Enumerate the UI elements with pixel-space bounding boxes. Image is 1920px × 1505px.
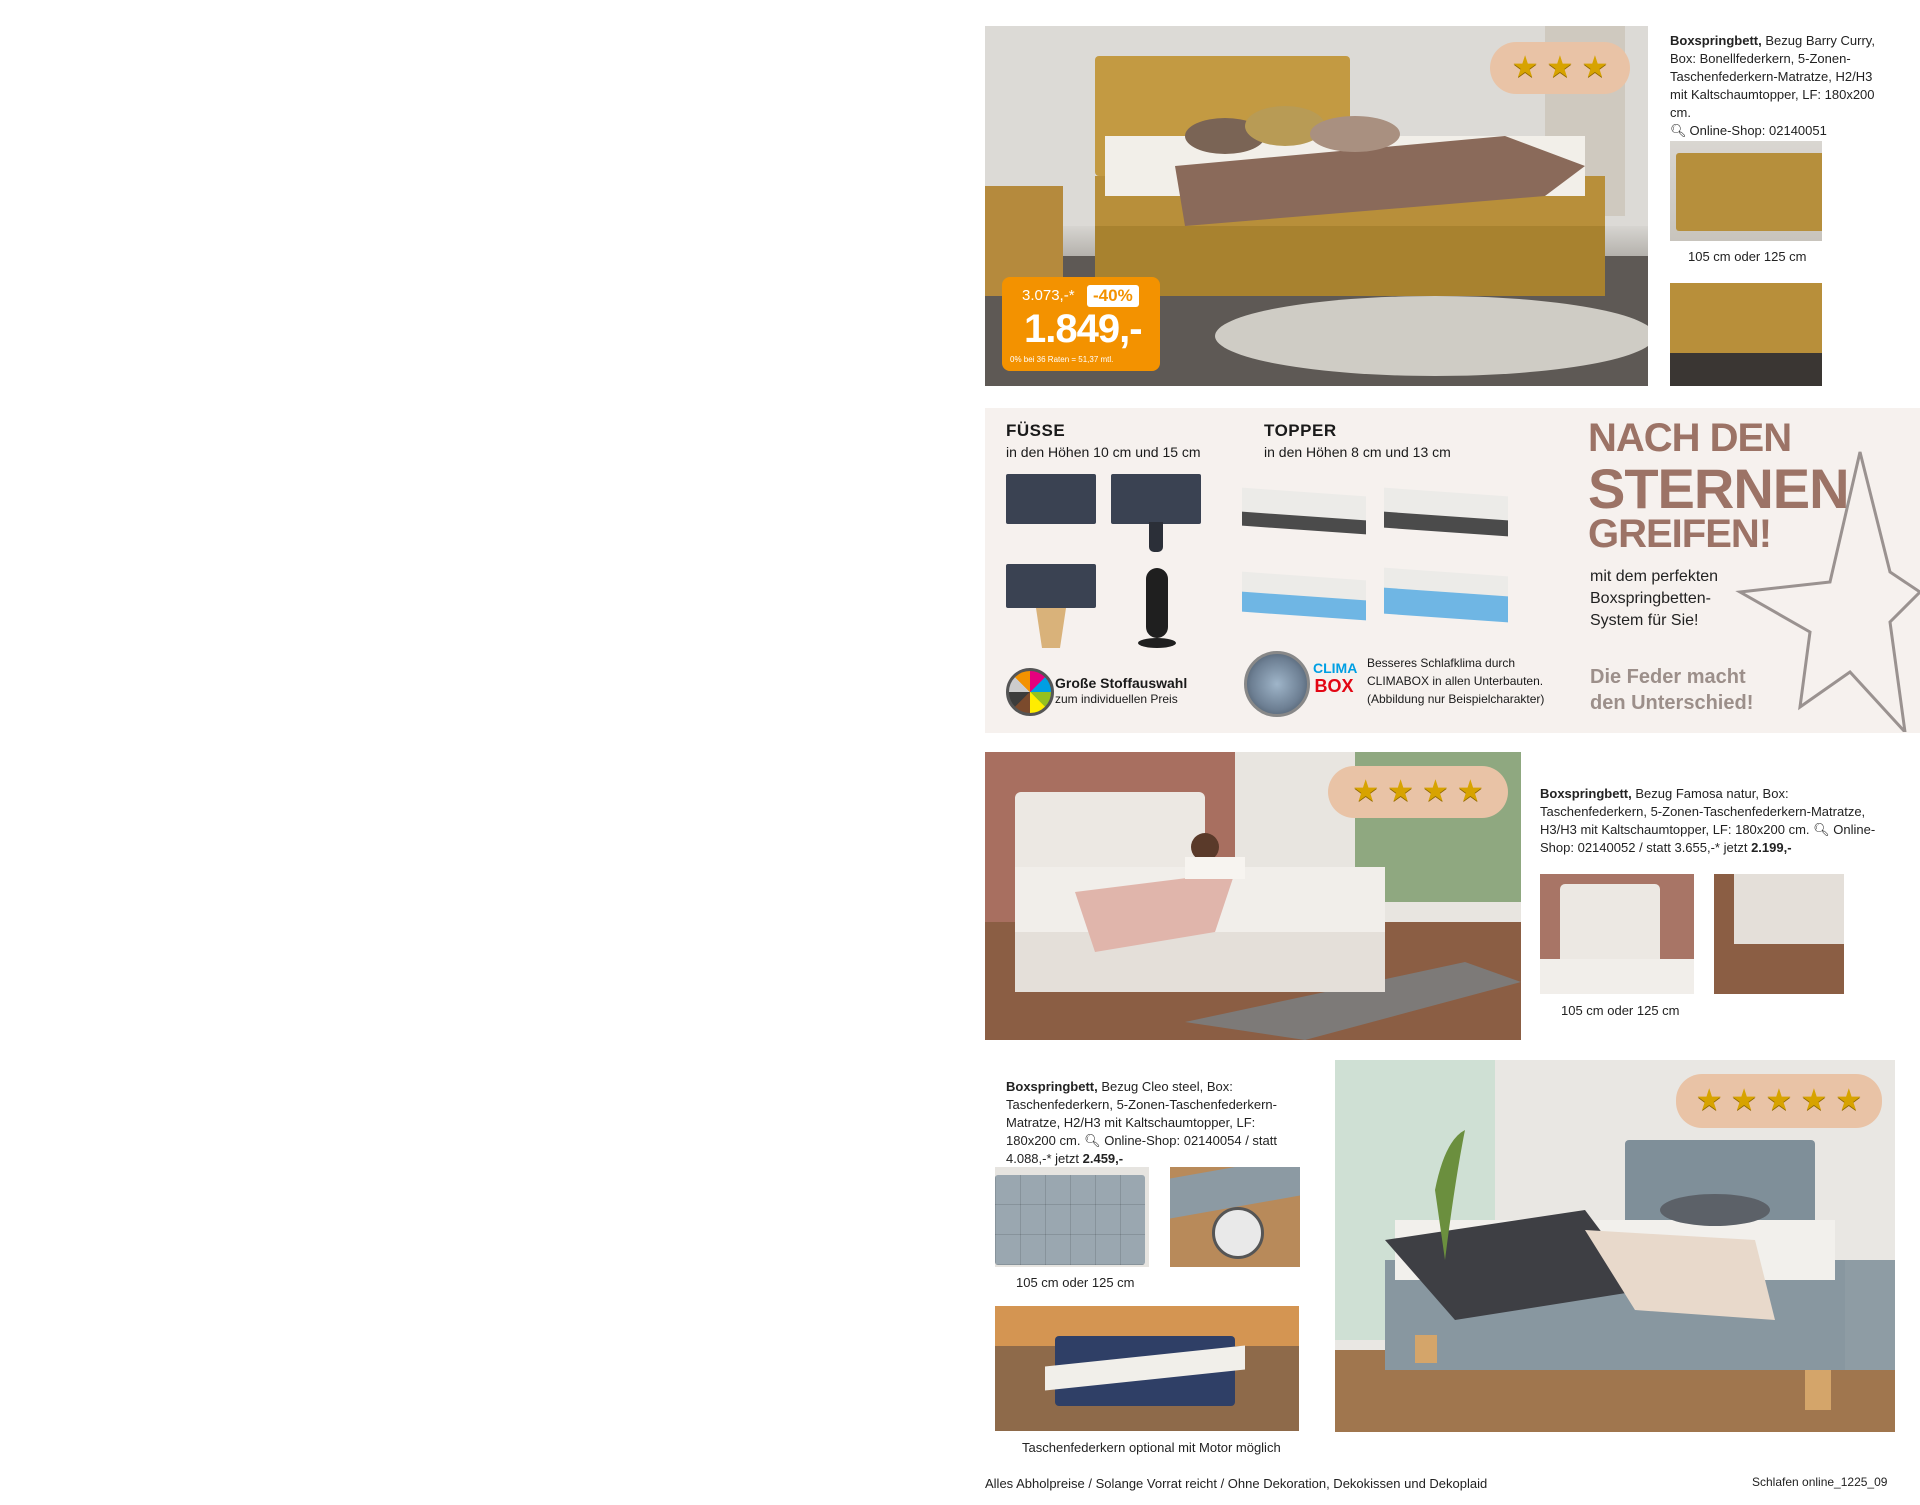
price-line: / statt 4.088,-* jetzt	[1006, 1133, 1277, 1166]
online-shop-link[interactable]: Online-Shop: 02140051	[1689, 123, 1827, 138]
star-icon: ★	[1835, 1084, 1863, 1117]
product2-rating	[1328, 766, 1508, 818]
topper-option-1-image	[1242, 486, 1366, 542]
old-price: 3.073,-*	[1022, 287, 1075, 304]
product2-box-detail-image	[1714, 874, 1844, 994]
footer-page-code: Schlafen online_1225_09	[1752, 1475, 1888, 1489]
star-icon: ★	[1546, 51, 1574, 84]
star-icon: ★	[1730, 1084, 1758, 1117]
foot-option-2-image	[1111, 474, 1201, 554]
search-icon: 🔍︎	[1084, 1133, 1101, 1148]
financing-note: 0% bei 36 Raten = 51,37 mtl.	[1010, 355, 1114, 364]
footer-disclaimer: Alles Abholpreise / Solange Vorrat reicht / Ohne Dekoration, Dekokissen und Dekoplaid	[985, 1476, 1488, 1491]
product3-motor-caption: Taschenfederkern optional mit Motor möglich	[1022, 1440, 1281, 1455]
star-icon: ★	[1765, 1084, 1793, 1117]
product2-detail-caption: 105 cm oder 125 cm	[1561, 1003, 1680, 1018]
product3-storage-detail-image	[1170, 1167, 1300, 1267]
product1-box-detail-image	[1670, 283, 1822, 386]
star-icon: ★	[1581, 51, 1609, 84]
slogan-tagline: Die Feder macht den Unterschied!	[1590, 666, 1754, 714]
climabox-detail-image	[1244, 651, 1310, 717]
product3-description	[1006, 1078, 1306, 1168]
foot-option-1-image	[1006, 474, 1096, 524]
slogan-line-3: GREIFEN!	[1588, 512, 1772, 556]
climabox-text: Besseres Schlafklima durch CLIMABOX in allen Unterbauten. (Abbildung nur Beispielcharakter)	[1367, 656, 1545, 706]
discount-badge: -40%	[1087, 285, 1139, 307]
climabox-logo-top: CLIMA	[1313, 660, 1358, 676]
fabric-swatch-icon	[1006, 668, 1054, 716]
topper-option-4-image	[1384, 566, 1508, 626]
product-title: Boxspringbett,	[1006, 1079, 1098, 1094]
climabox-logo	[1313, 651, 1358, 711]
slogan-line-1: NACH DEN	[1588, 416, 1792, 460]
star-icon: ★	[1387, 775, 1414, 808]
topper-option-2-image	[1384, 486, 1508, 542]
star-icon: ★	[1352, 775, 1380, 808]
star-icon: ★	[1800, 1084, 1828, 1117]
topper-option-3-image	[1242, 570, 1366, 626]
fabric-choice-subtitle: zum individuellen Preis	[1055, 692, 1178, 706]
fabric-choice-title: Große Stoffauswahl	[1055, 675, 1188, 691]
product3-headboard-detail-image	[995, 1167, 1149, 1267]
product2-description	[1540, 785, 1892, 857]
star-icon: ★	[1456, 775, 1484, 808]
product-title: Boxspringbett,	[1670, 33, 1762, 48]
feet-title: FÜSSE	[1006, 421, 1066, 440]
product1-price-badge	[1002, 277, 1160, 371]
product-title: Boxspringbett,	[1540, 786, 1632, 801]
price-now: 2.459,-	[1082, 1151, 1124, 1166]
star-icon: ★	[1511, 51, 1539, 84]
slogan-body: mit dem perfekten Boxspringbetten-System für Sie!	[1590, 568, 1719, 629]
star-icon: ★	[1422, 775, 1449, 808]
feet-subtitle: in den Höhen 10 cm und 15 cm	[1006, 444, 1201, 460]
product-details: Bezug Barry Curry, Box: Bonellfederkern, 5-Zonen-Taschenfederkern-Matratze, H2/H3 mit Kaltschaumtopper, LF: 180x200 cm.	[1670, 33, 1875, 120]
star-icon: ★	[1695, 1084, 1723, 1117]
price-now: 2.199,-	[1751, 840, 1792, 855]
foot-option-3-image	[1006, 564, 1096, 649]
topper-subtitle: in den Höhen 8 cm und 13 cm	[1264, 444, 1451, 460]
product-details: Bezug Cleo steel, Box: Taschenfederkern, 5-Zonen-Taschenfederkern-Matratze, H2/H3 mit Kaltschaumtopper, LF: 180x200 cm.	[1006, 1079, 1277, 1148]
slogan-line-2: STERNEN	[1588, 457, 1849, 520]
search-icon: 🔍︎	[1670, 123, 1687, 138]
search-icon: 🔍︎	[1813, 822, 1830, 837]
product1-rating	[1490, 42, 1630, 94]
current-price: 1.849,-	[1024, 307, 1142, 351]
foot-option-4-image	[1138, 568, 1178, 653]
online-shop-link[interactable]: Online-Shop: 02140052	[1540, 822, 1876, 855]
product-details: Bezug Famosa natur, Box: Taschenfederkern, 5-Zonen-Taschenfederkern-Matratze, H3/H3 mit Kaltschaumtopper, LF: 180x200 cm.	[1540, 786, 1866, 837]
product1-detail-caption: 105 cm oder 125 cm	[1688, 249, 1807, 264]
product1-headboard-detail-image	[1670, 141, 1822, 241]
climabox-logo-bottom: BOX	[1314, 676, 1354, 696]
product3-rating	[1676, 1074, 1882, 1128]
product2-headboard-detail-image	[1540, 874, 1694, 994]
online-shop-link[interactable]: Online-Shop:	[1104, 1133, 1181, 1148]
product3-detail-caption: 105 cm oder 125 cm	[1016, 1275, 1135, 1290]
product3-motor-image	[995, 1306, 1299, 1431]
product1-description	[1670, 32, 1880, 140]
topper-title: TOPPER	[1264, 421, 1337, 440]
online-shop-code[interactable]: 02140054	[1183, 1133, 1242, 1148]
price-line: / statt 3.655,-* jetzt	[1639, 840, 1748, 855]
